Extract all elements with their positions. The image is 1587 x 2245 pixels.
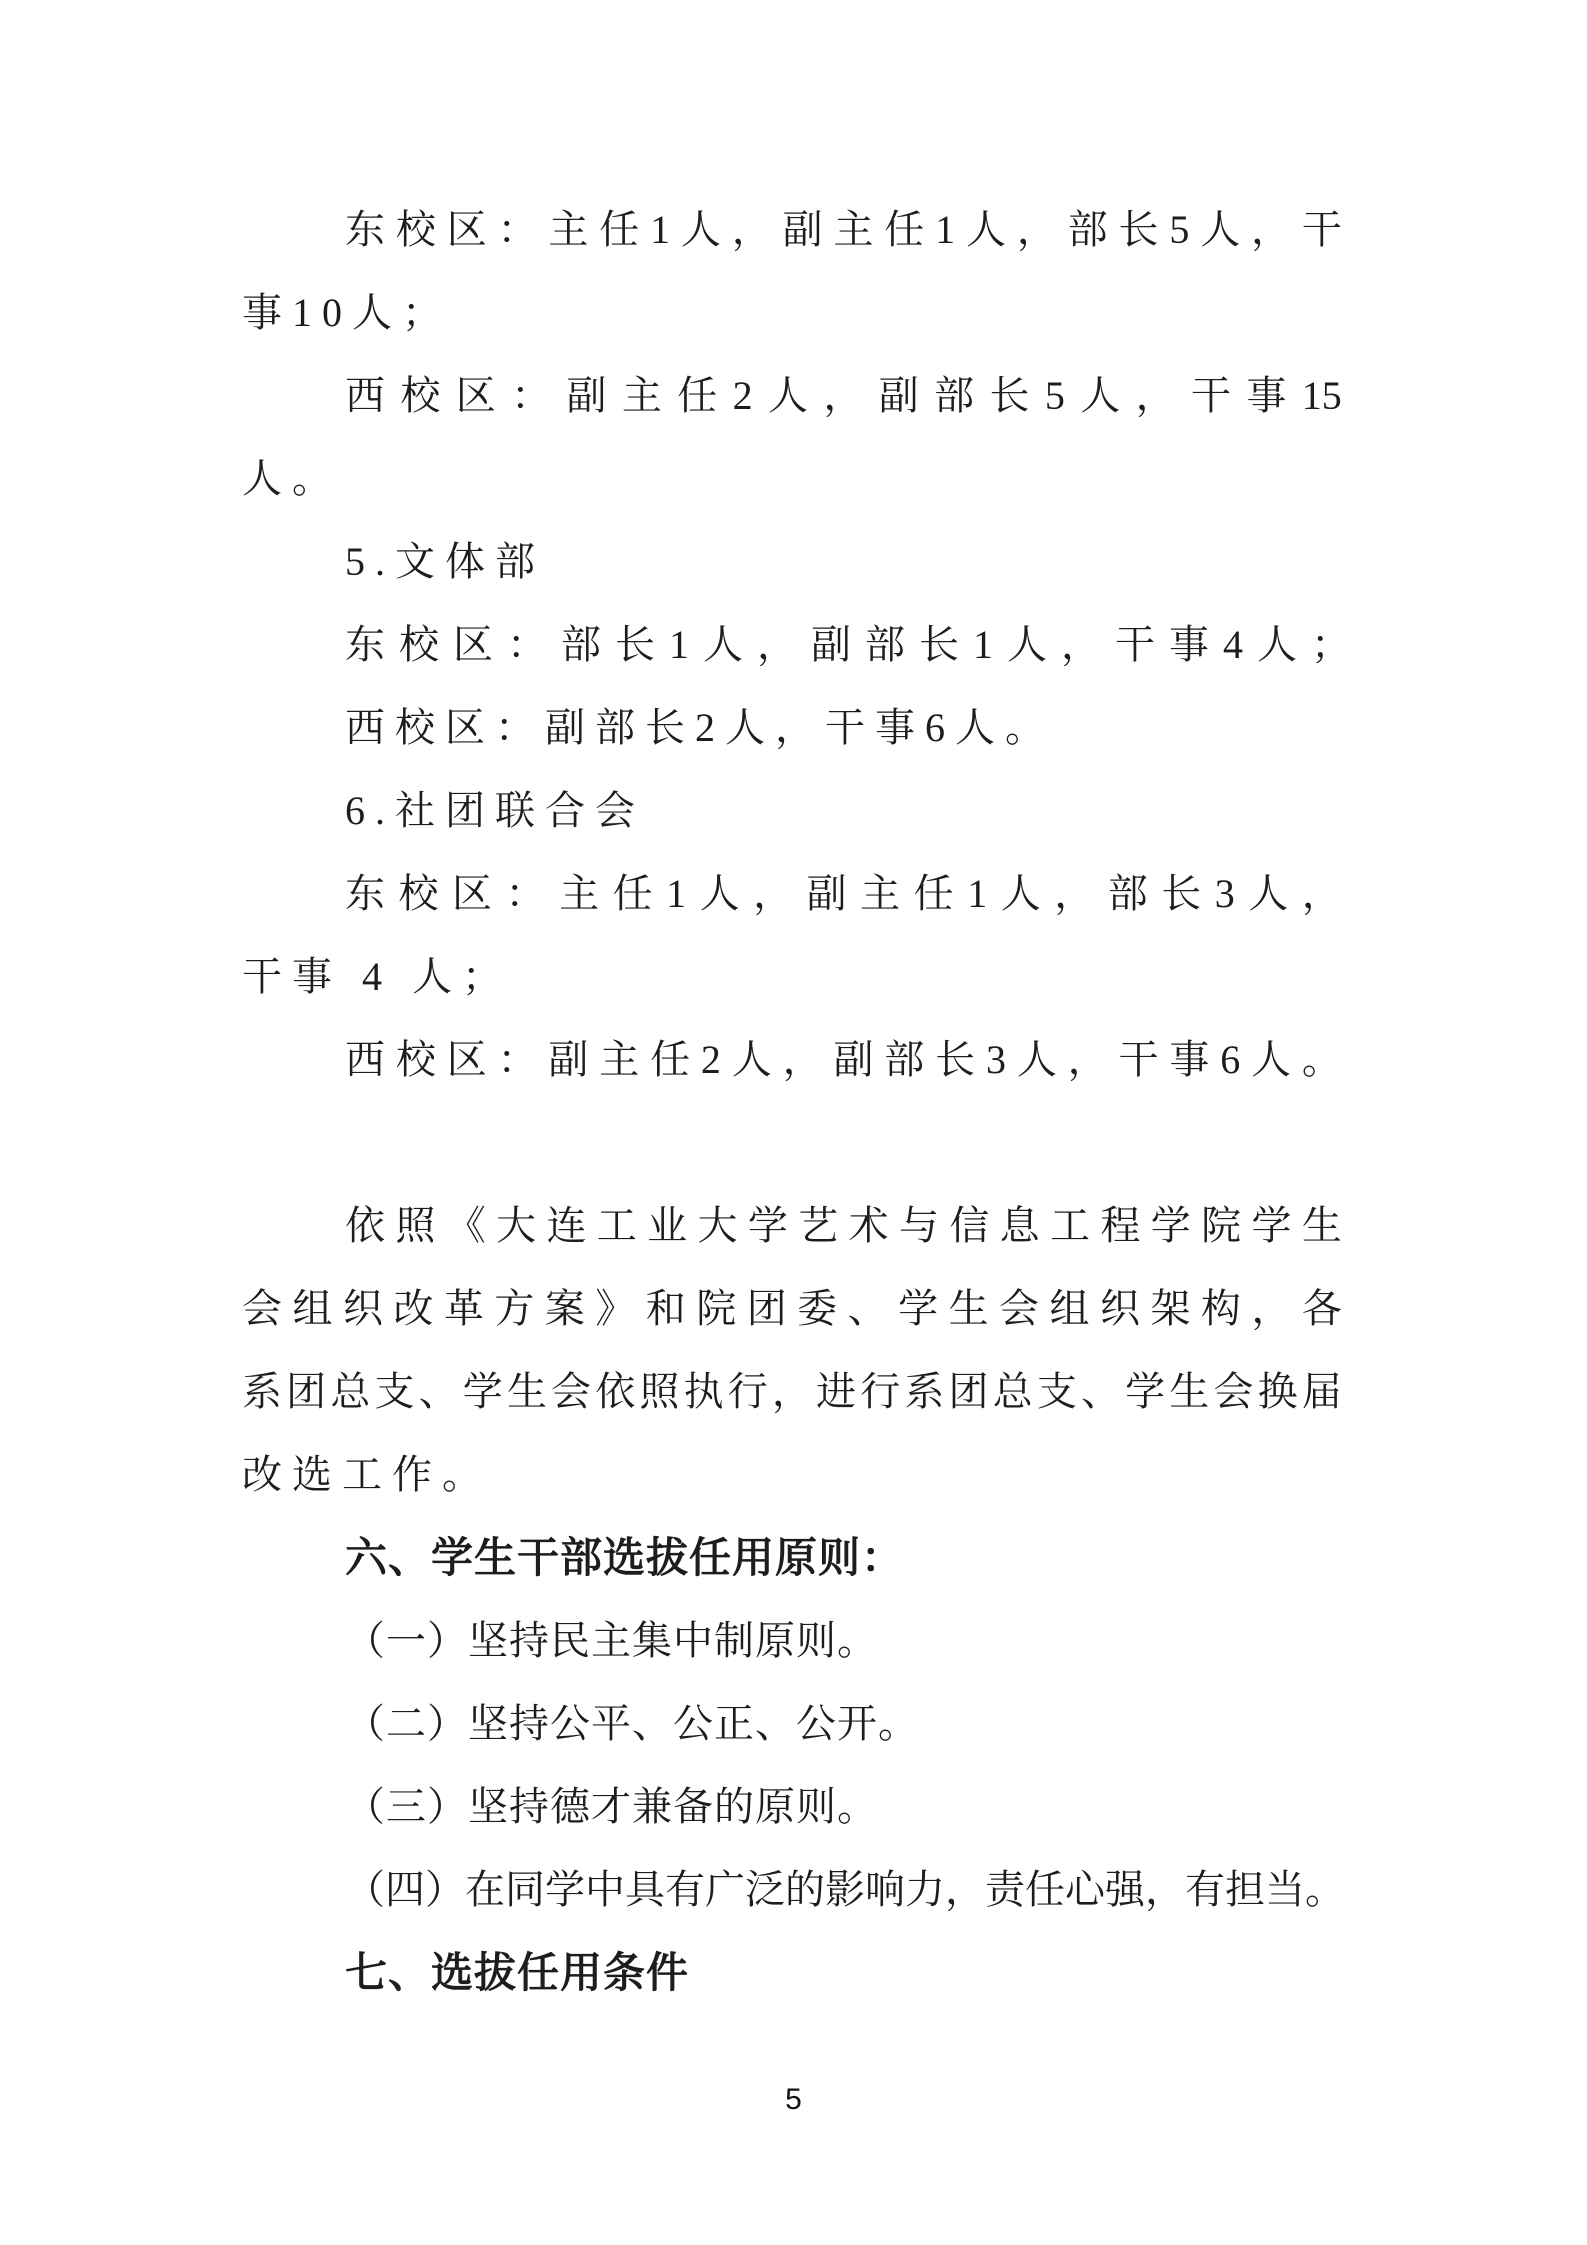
doc-line-item-6-club-federation: 6.社团联合会 (345, 788, 645, 833)
doc-line-east-campus-club-1: 东 校 区 ： 主 任 1 人 ， 副 主 任 1 人 ， 部 长 3 人 ， (345, 871, 1342, 916)
doc-line-principle-4: （ 四 ） 在 同 学 中 具 有 广 泛 的 影 响 力 ， 责 任 心 强 ， 有 担 当 。 (345, 1867, 1345, 1912)
doc-line-paragraph-yizhao-3: 系 团 总 支 、 学 生 会 依 照 执 行 ， 进 行 系 团 总 支 、 学 生 会 换 届 (242, 1369, 1342, 1414)
doc-line-paragraph-yizhao-4: 改选工作。 (242, 1452, 492, 1497)
doc-heading-section-7: 七、选拔任用条件 (345, 1949, 690, 1996)
doc-line-item-5-culture-sports-dept: 5.文体部 (345, 539, 545, 584)
doc-line-paragraph-yizhao-1: 依 照 《 大 连 工 业 大 学 艺 术 与 信 息 工 程 学 院 学 生 (345, 1203, 1342, 1248)
page-number: 5 (785, 2083, 802, 2116)
document-body (242, 188, 1365, 2014)
doc-line-principle-2: （二）坚持公平、公正、公开。 (345, 1701, 919, 1746)
doc-line-east-campus-wrap-2: 事10人； (242, 290, 452, 335)
doc-line-east-campus-culture: 东校区：部长1人，副部长1人，干事4人； (345, 622, 1365, 667)
doc-line-east-campus-wrap-1: 东 校 区 ： 主 任 1 人 ， 副 主 任 1 人 ， 部 长 5 人 ， 干 (345, 207, 1342, 252)
doc-line-west-campus-wrap-2: 人。 (242, 456, 342, 501)
doc-line-west-campus-wrap-1: 西 校 区 ： 副 主 任 2 人 ， 副 部 长 5 人 ， 干 事 15 (345, 373, 1342, 418)
doc-line-principle-3: （三）坚持德才兼备的原则。 (345, 1784, 878, 1829)
doc-line-east-campus-club-2: 干事 4 人； (242, 954, 512, 999)
doc-line-principle-1: （一）坚持民主集中制原则。 (345, 1618, 878, 1663)
blank-line (242, 1101, 1342, 1184)
doc-line-west-campus-club: 西 校 区 ： 副 主 任 2 人 ， 副 部 长 3 人 ， 干 事 6 人 。 (345, 1037, 1342, 1082)
doc-line-west-campus-culture: 西校区：副部长2人，干事6人。 (345, 705, 1055, 750)
doc-line-paragraph-yizhao-2: 会 组 织 改 革 方 案 》 和 院 团 委 、 学 生 会 组 织 架 构 ， 各 (242, 1286, 1342, 1331)
doc-heading-section-6: 六、学生干部选拔任用原则： (345, 1534, 905, 1581)
